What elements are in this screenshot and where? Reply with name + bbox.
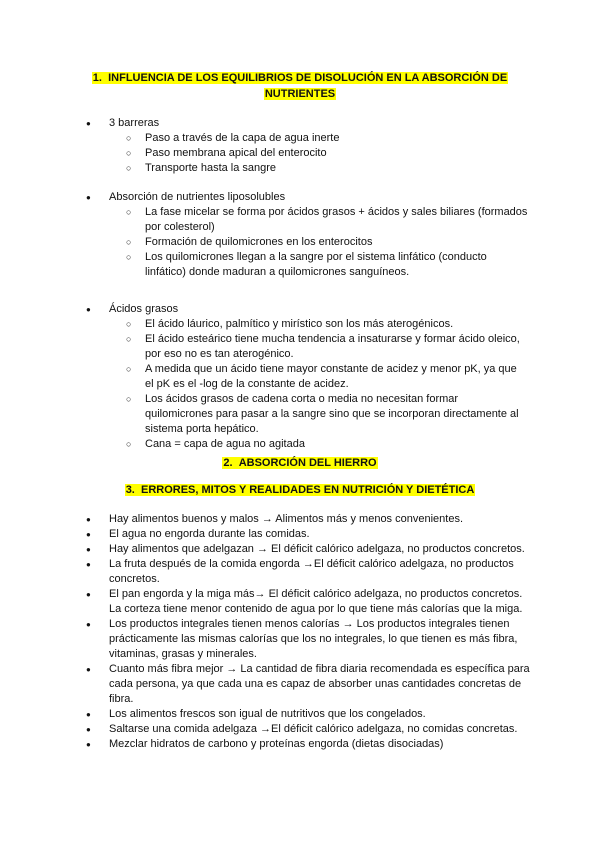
list-item bbox=[0, 116, 530, 131]
list-item bbox=[0, 332, 528, 362]
section-1-heading bbox=[80, 70, 520, 102]
sub-bullet-text: Formación de quilomicrones en los enterocitos bbox=[145, 236, 373, 248]
bullet-text: Hay alimentos buenos y malos → Alimentos más y menos convenientes. bbox=[109, 513, 463, 525]
sub-bullet-text: Los quilomicrones llegan a la sangre por el sistema linfático (conducto linfático) donde maduran a quilomicrones sanguíneos. bbox=[145, 251, 487, 278]
sub-bullet-text: El ácido láurico, palmítico y mirístico son los más aterogénicos. bbox=[145, 318, 454, 330]
section-1-title-line2: NUTRIENTES bbox=[264, 88, 336, 100]
bullet-text: El pan engorda y la miga más→ El déficit calórico adelgaza, no productos concretos. La corteza tiene menor contenido de agua por lo que tiene más calorías que la miga. bbox=[109, 588, 523, 615]
list-item bbox=[0, 235, 528, 250]
section-3-title: ERRORES, MITOS Y REALIDADES EN NUTRICIÓN Y DIETÉTICA bbox=[141, 484, 475, 496]
sub-bullet-text: Paso membrana apical del enterocito bbox=[145, 147, 327, 159]
list-item bbox=[0, 302, 530, 317]
list-item bbox=[0, 587, 530, 617]
bullet-list bbox=[0, 512, 600, 752]
bullet-text: El agua no engorda durante las comidas. bbox=[109, 528, 310, 540]
list-item bbox=[0, 190, 530, 205]
sub-bullet-text: La fase micelar se forma por ácidos grasos + ácidos y sales biliares (formados por colesterol) bbox=[145, 206, 528, 233]
section-2-title: ABSORCIÓN DEL HIERRO bbox=[238, 457, 377, 469]
bullet-text: Hay alimentos que adelgazan → El déficit calórico adelgaza, no productos concretos. bbox=[109, 543, 525, 555]
bullet-text: Ácidos grasos bbox=[109, 303, 179, 315]
section-1-number: 1. bbox=[92, 72, 102, 84]
list-item bbox=[0, 707, 530, 722]
list-item bbox=[0, 362, 528, 392]
section-1-title-line1: INFLUENCIA DE LOS EQUILIBRIOS DE DISOLUCIÓN EN LA ABSORCIÓN DE bbox=[108, 72, 508, 84]
list-item bbox=[0, 617, 530, 662]
sub-bullet-text: Transporte hasta la sangre bbox=[145, 162, 277, 174]
list-item bbox=[0, 392, 528, 437]
list-item bbox=[0, 205, 528, 235]
section-3-content bbox=[0, 512, 600, 752]
section-3-heading bbox=[80, 482, 520, 498]
section-2-number: 2. bbox=[223, 457, 233, 469]
sub-bullet-text: Cana = capa de agua no agitada bbox=[145, 438, 305, 450]
bullet-list bbox=[0, 116, 600, 131]
sub-bullet-text: Los ácidos grasos de cadena corta o media no necesitan formar quilomicrones para pasar a la sangre sino que se incorporan directamente al sistema porta hepático. bbox=[145, 393, 519, 435]
sub-bullet-list bbox=[0, 317, 600, 452]
list-item bbox=[0, 662, 530, 707]
list-item bbox=[0, 250, 528, 280]
bullet-text: Mezclar hidratos de carbono y proteínas engorda (dietas disociadas) bbox=[109, 738, 444, 750]
bullet-text: Los alimentos frescos son igual de nutritivos que los congelados. bbox=[109, 708, 426, 720]
sub-bullet-text: Paso a través de la capa de agua inerte bbox=[145, 132, 340, 144]
bullet-text: Saltarse una comida adelgaza →El déficit calórico adelgaza, no comidas concretas. bbox=[109, 723, 518, 735]
list-item bbox=[0, 161, 528, 176]
list-item bbox=[0, 557, 530, 587]
list-item bbox=[0, 737, 530, 752]
bullet-text: Cuanto más fibra mejor → La cantidad de fibra diaria recomendada es específica para cada persona, ya que cada una es capaz de absorber unas cantidades concretas de fibra. bbox=[109, 663, 530, 705]
list-item bbox=[0, 512, 530, 527]
bullet-list bbox=[0, 190, 600, 205]
section-1-content bbox=[0, 116, 600, 452]
sub-bullet-list bbox=[0, 131, 600, 176]
bullet-text: Los productos integrales tienen menos calorías → Los productos integrales tienen prácticamente las mismas calorías que los no integrales, lo que tienen es más fibra, vitaminas, grasas y minerales. bbox=[109, 618, 518, 660]
bullet-text: Absorción de nutrientes liposolubles bbox=[109, 191, 286, 203]
bullet-text: 3 barreras bbox=[109, 117, 160, 129]
list-item bbox=[0, 722, 530, 737]
list-item bbox=[0, 317, 528, 332]
sub-bullet-text: A medida que un ácido tiene mayor constante de acidez y menor pK, ya que el pK es el -log de la constante de acidez. bbox=[145, 363, 517, 390]
list-item bbox=[0, 527, 530, 542]
list-item bbox=[0, 131, 528, 146]
section-3-number: 3. bbox=[125, 484, 135, 496]
section-2-heading bbox=[80, 455, 520, 471]
list-item bbox=[0, 437, 528, 452]
list-item bbox=[0, 542, 530, 557]
list-item bbox=[0, 146, 528, 161]
bullet-text: La fruta después de la comida engorda →El déficit calórico adelgaza, no productos concretos. bbox=[109, 558, 514, 585]
sub-bullet-list bbox=[0, 205, 600, 280]
bullet-list bbox=[0, 302, 600, 317]
sub-bullet-text: El ácido esteárico tiene mucha tendencia a insaturarse y formar ácido oleico, por eso no es tan aterogénico. bbox=[145, 333, 520, 360]
